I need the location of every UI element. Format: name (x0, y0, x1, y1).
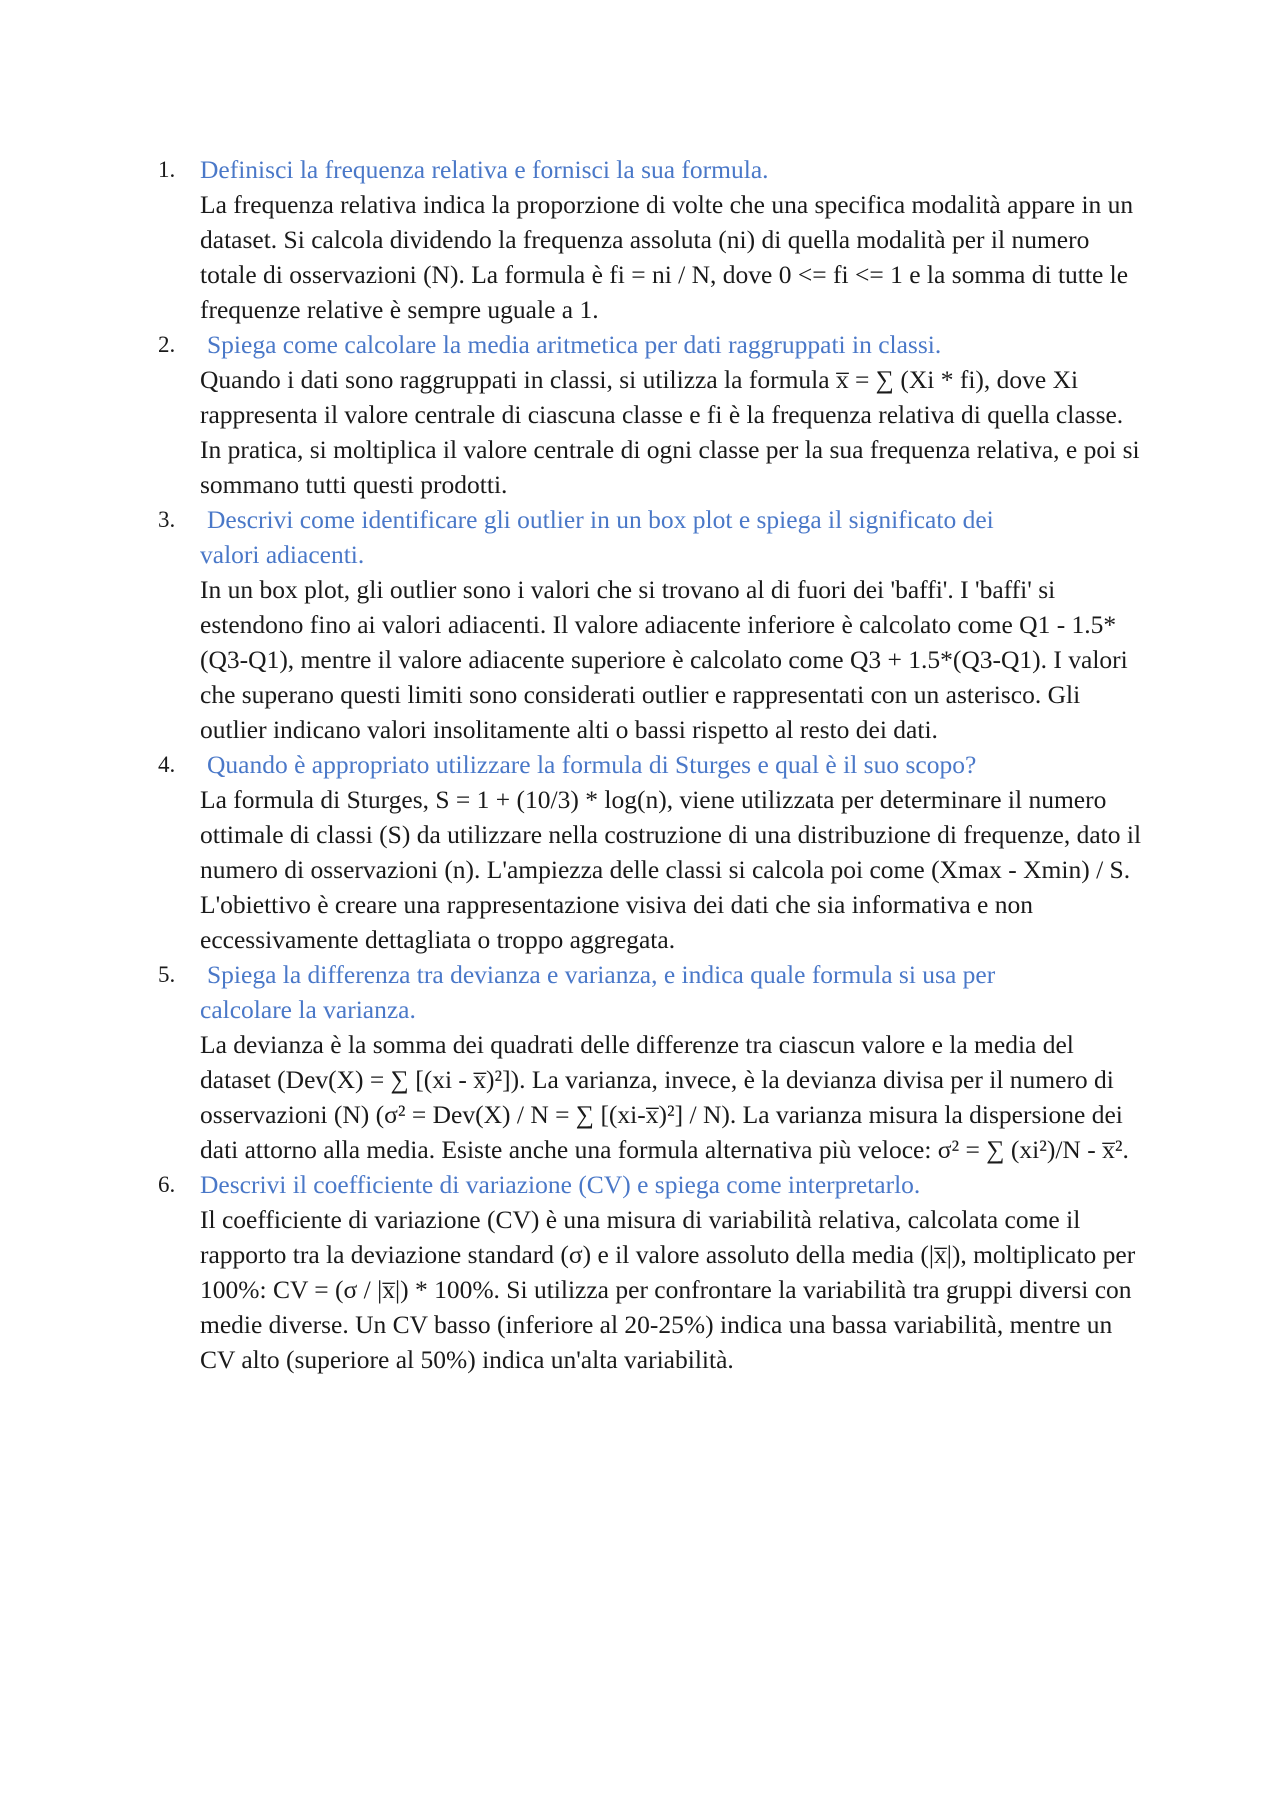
answer-text: Quando i dati sono raggruppati in classi, si utilizza la formula x̅ = ∑ (Xi * fi), dove Xi rappresenta il valore centrale di ciascuna classe e fi è la frequenza relativa di quella classe. In pratica, si moltiplica il valore centrale di ogni classe per la sua frequenza relativa, e poi si sommano tutti questi prodotti. (200, 365, 1140, 499)
question-text: Quando è appropriato utilizzare la formula di Sturges e qual è il suo scopo? (207, 750, 977, 779)
item-number: 6. (158, 1172, 176, 1197)
list-item (158, 502, 1148, 747)
list-item (158, 957, 1148, 1167)
question-answer-list (158, 152, 1148, 1377)
question-text: Spiega la differenza tra devianza e varianza, e indica quale formula si usa per calcolare la varianza. (200, 960, 996, 1024)
answer-text: La frequenza relativa indica la proporzione di volte che una specifica modalità appare in un dataset. Si calcola dividendo la frequenza assoluta (ni) di quella modalità per il numero totale di osservazioni (N). La formula è fi = ni / N, dove 0 <= fi <= 1 e la somma di tutte le frequenze relative è sempre uguale a 1. (200, 190, 1134, 324)
item-number: 1. (158, 157, 176, 182)
answer-text: La devianza è la somma dei quadrati delle differenze tra ciascun valore e la media del dataset (Dev(X) = ∑ [(xi - x̅)²]). La varianza, invece, è la devianza divisa per il numero di osservazioni (N) (σ² = Dev(X) / N = ∑ [(xi-x̅)²] / N). La varianza misura la dispersione dei dati attorno alla media. Esiste anche una formula alternativa più veloce: σ² = ∑ (xi²)/N - x̅². (200, 1030, 1129, 1164)
question-text: Spiega come calcolare la media aritmetica per dati raggruppati in classi. (207, 330, 942, 359)
item-number: 3. (158, 507, 176, 532)
question-text: Descrivi come identificare gli outlier in un box plot e spiega il significato dei valori adiacenti. (200, 505, 994, 569)
list-item (158, 1167, 1148, 1377)
list-item (158, 747, 1148, 957)
question-text: Definisci la frequenza relativa e fornisci la sua formula. (200, 155, 769, 184)
item-number: 4. (158, 752, 176, 777)
item-number: 2. (158, 332, 176, 357)
answer-text: Il coefficiente di variazione (CV) è una misura di variabilità relativa, calcolata come il rapporto tra la deviazione standard (σ) e il valore assoluto della media (|x̅|), moltiplicato per 100%: CV = (σ / |x̅|) * 100%. Si utilizza per confrontare la variabilità tra gruppi diversi con medie diverse. Un CV basso (inferiore al 20-25%) indica una bassa variabilità, mentre un CV alto (superiore al 50%) indica un'alta variabilità. (200, 1205, 1136, 1374)
answer-text: La formula di Sturges, S = 1 + (10/3) * log(n), viene utilizzata per determinare il numero ottimale di classi (S) da utilizzare nella costruzione di una distribuzione di frequenze, dato il numero di osservazioni (n). L'ampiezza delle classi si calcola poi come (Xmax - Xmin) / S. L'obiettivo è creare una rappresentazione visiva dei dati che sia informativa e non eccessivamente dettagliata o troppo aggregata. (200, 785, 1142, 954)
list-item (158, 152, 1148, 327)
item-number: 5. (158, 962, 176, 987)
list-item (158, 327, 1148, 502)
question-text: Descrivi il coefficiente di variazione (CV) e spiega come interpretarlo. (200, 1170, 921, 1199)
answer-text: In un box plot, gli outlier sono i valori che si trovano al di fuori dei 'baffi'. I 'baffi' si estendono fino ai valori adiacenti. Il valore adiacente inferiore è calcolato come Q1 - 1.5*(Q3-Q1), mentre il valore adiacente superiore è calcolato come Q3 + 1.5*(Q3-Q1). I valori che superano questi limiti sono considerati outlier e rappresentati con un asterisco. Gli outlier indicano valori insolitamente alti o bassi rispetto al resto dei dati. (200, 575, 1128, 744)
